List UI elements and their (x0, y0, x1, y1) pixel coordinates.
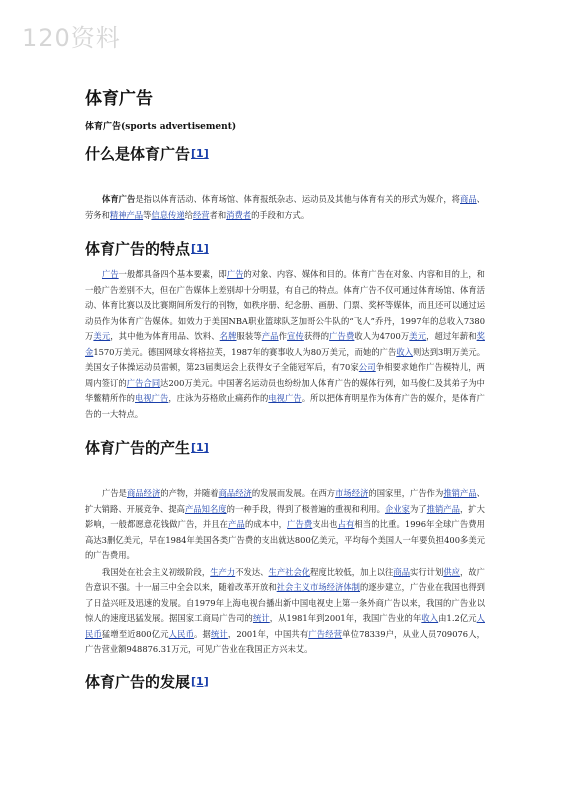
text-run: 作 (278, 331, 288, 341)
inline-link[interactable]: 统计 (252, 613, 270, 623)
text-run: ，从1981年到2001年，我国广告业的年 (269, 613, 422, 623)
inline-link[interactable]: 企业家 (384, 503, 410, 514)
inline-link[interactable]: 商品经济 (218, 488, 252, 498)
section (85, 672, 485, 692)
inline-link[interactable]: 商品 (460, 194, 477, 204)
reference-link[interactable]: [1] (191, 441, 209, 454)
inline-link[interactable]: 经营 (192, 209, 210, 220)
text-run: 程度比较低，加上以往 (310, 566, 394, 577)
text-run: 相当的比重。1996年全球广告费用高达3删亿美元，早在1984年美国各类广告费的支出就达800亿美元，平均每个美国人一年要负担400多美元的广告费用。 (85, 519, 485, 560)
text-run: 的对象、内容、媒体和目的。体育广告在对象、内容和目的上，和一般广告差别不大，但在广告媒体上差别却十分明显，有自己的特点。体育广告不仅可通过体育场馆、体育活动、体育比赛以及比赛期间所发行的刊物，如秩序册、纪念册、画册、门票、奖杯等媒体，而且还可以通过运动员作为体育广告媒体。如效力于美国NBA职业篮球队芝加哥公牛队的“飞人”乔丹，1997年的总收入7380万 (85, 269, 485, 341)
section (85, 239, 485, 422)
text-run: 者和 (209, 209, 227, 220)
text-run: ，扩大影响，一般都愿意花钱做广告，并且在 (85, 503, 485, 529)
section-heading (85, 672, 485, 692)
section-heading-text: 体育广告的特点 (85, 240, 191, 258)
inline-link[interactable]: 名牌 (219, 331, 237, 341)
section-heading (85, 144, 485, 164)
reference-link[interactable]: [1] (191, 147, 209, 160)
inline-link[interactable]: 电视广告 (135, 393, 169, 403)
text-run: ，其中他为体育用品、饮料、 (110, 331, 220, 341)
inline-link[interactable]: 推销产品 (443, 488, 477, 498)
inline-link[interactable]: 广告费 (329, 331, 355, 341)
inline-link[interactable]: 公司 (358, 362, 376, 372)
paragraph (85, 565, 485, 658)
text-run: 猛增至近800亿元 (101, 628, 169, 639)
text-run: 广告是 (102, 488, 127, 498)
text-run: 我国处在社会主义初级阶段， (102, 566, 211, 577)
text-run: ，2001年，中国共有 (227, 628, 309, 639)
text-run: 的国家里，广告作为 (368, 488, 444, 498)
sections-container (85, 144, 485, 692)
text-run: 一般都具备四个基本要素，即 (118, 269, 227, 279)
text-run: 的手段和方式。 (251, 209, 310, 220)
text-run: 收人为4700万 (354, 331, 410, 341)
inline-link[interactable]: 奖金 (85, 331, 485, 357)
inline-link[interactable]: 产品 (228, 519, 245, 529)
inline-link[interactable]: 统计 (210, 628, 228, 639)
section (85, 438, 485, 658)
inline-link[interactable]: 信息传递 (151, 209, 185, 220)
document-body (85, 84, 485, 692)
inline-link[interactable]: 市场经济 (335, 488, 369, 498)
inline-link[interactable]: 推销产品 (426, 503, 460, 514)
text-run: 不发达、 (235, 566, 269, 577)
text-run: 的逐步建立，广告业在我国也得到了日益兴旺及迅速的发展。自1979年上海电视台播出新中国电视史上第一条外商广告以来，我国的广告业以惊人的速度迅猛发展。据国家工商局广告司的 (85, 582, 485, 623)
text-run: 1570万美元。德国网球女将格拉芙，1987年的赛事收人为80万美元，而她的广告 (93, 346, 397, 357)
text-run: 给 (184, 209, 193, 220)
text-run: ，故广告意识不强。十一届三中全会以来，随着改革开放和 (85, 566, 485, 592)
watermark: 120资料 (22, 24, 121, 52)
text-run: 获得的 (303, 331, 330, 341)
text-run: 的产物，并随着 (160, 488, 219, 498)
text-run: ，超过年薪和 (426, 331, 477, 341)
text-run: 的成本中， (244, 519, 288, 529)
reference-link[interactable]: [1] (191, 242, 209, 255)
text-run: 、劳务和 (85, 194, 485, 220)
text-run: 实行计划 (410, 566, 444, 577)
inline-link[interactable]: 美元 (409, 331, 427, 341)
inline-link[interactable]: 消费者 (226, 209, 252, 220)
text-run: 是指以体育活动、体育场馆、体育报纸杂志、运动员及其他与体育有关的形式为媒介，将 (135, 194, 461, 204)
paragraph (85, 486, 485, 564)
section-heading-text: 什么是体育广告 (85, 145, 191, 163)
bold-term: 体育广告 (102, 194, 136, 204)
text-run: 的发展而发展。在西方 (251, 488, 336, 498)
inline-link[interactable]: 商品 (393, 566, 411, 577)
inline-link[interactable]: 商品经济 (126, 488, 161, 498)
inline-link[interactable]: 收入 (396, 346, 414, 357)
inline-link[interactable]: 生产力 (210, 566, 236, 577)
inline-link[interactable]: 精神产品 (109, 209, 144, 220)
inline-link[interactable]: 人民币 (168, 628, 195, 639)
text-run: 。所以把体育明星作为体育广告的媒介，是体育广告的一大特点。 (85, 393, 485, 419)
section-heading (85, 239, 485, 259)
text-run: ，庄泳为芬格欣止痛药作的 (168, 393, 269, 403)
inline-link[interactable]: 占有 (337, 519, 355, 529)
text-run: 争相要求她作广告模特儿，两周内签订的 (85, 362, 485, 388)
text-run: 服装等 (236, 331, 262, 341)
inline-link[interactable]: 产品 (261, 331, 279, 341)
inline-link[interactable]: 产品知名度 (184, 503, 227, 514)
text-run: 为了 (409, 503, 427, 514)
text-run: 单位78339户，从业人员709076人，广告营业额948876.31万元，可见广告业在我国正方兴未艾。 (85, 628, 485, 654)
section-heading (85, 438, 485, 458)
inline-link[interactable]: 收入 (421, 613, 439, 623)
inline-link[interactable]: 供应 (443, 566, 460, 577)
inline-link[interactable]: 美元 (93, 331, 111, 341)
text-run: 由1.2亿元 (438, 613, 477, 623)
inline-link[interactable]: 生产社会化 (268, 566, 311, 577)
text-run: 支出也 (312, 519, 338, 529)
paragraph (85, 192, 485, 223)
page-subtitle: 体育广告(sports advertisement) (85, 122, 237, 132)
inline-link[interactable]: 广告 (102, 269, 119, 279)
section-heading-text: 体育广告的产生 (85, 439, 191, 457)
inline-link[interactable]: 广告费 (287, 519, 313, 529)
text-run: 则达到3明万美元。美国女子体操运动员雷顿，第23届奥运会上获得女子全能冠军后，有70家 (85, 346, 485, 372)
inline-link[interactable]: 社会主义市场经济体制 (276, 582, 361, 592)
inline-link[interactable]: 电视广告 (268, 393, 302, 403)
text-run: 。据 (194, 628, 211, 639)
paragraph (85, 267, 485, 422)
inline-link[interactable]: 广告 (226, 269, 244, 279)
page-title: 体育广告 (85, 89, 153, 109)
inline-link[interactable]: 广告合同 (126, 377, 161, 388)
text-run: 达200万美元。中国著名运动员也纷纷加人体育广告的媒体行列，如马俊仁及其弟子为中华鳖精所作的 (85, 377, 485, 403)
text-run: 的一种手段，得到了极普遍的重视和利用。 (226, 503, 385, 514)
section (85, 144, 485, 223)
reference-link[interactable]: [1] (191, 674, 209, 688)
text-run: 、扩大销路、开展竞争、提高 (85, 488, 485, 514)
inline-link[interactable]: 广告经营 (308, 628, 343, 639)
inline-link[interactable]: 人民币 (85, 613, 485, 639)
section-heading-text: 体育广告的发展 (85, 672, 191, 691)
inline-link[interactable]: 宣传 (287, 331, 304, 341)
text-run: 等 (143, 209, 152, 220)
